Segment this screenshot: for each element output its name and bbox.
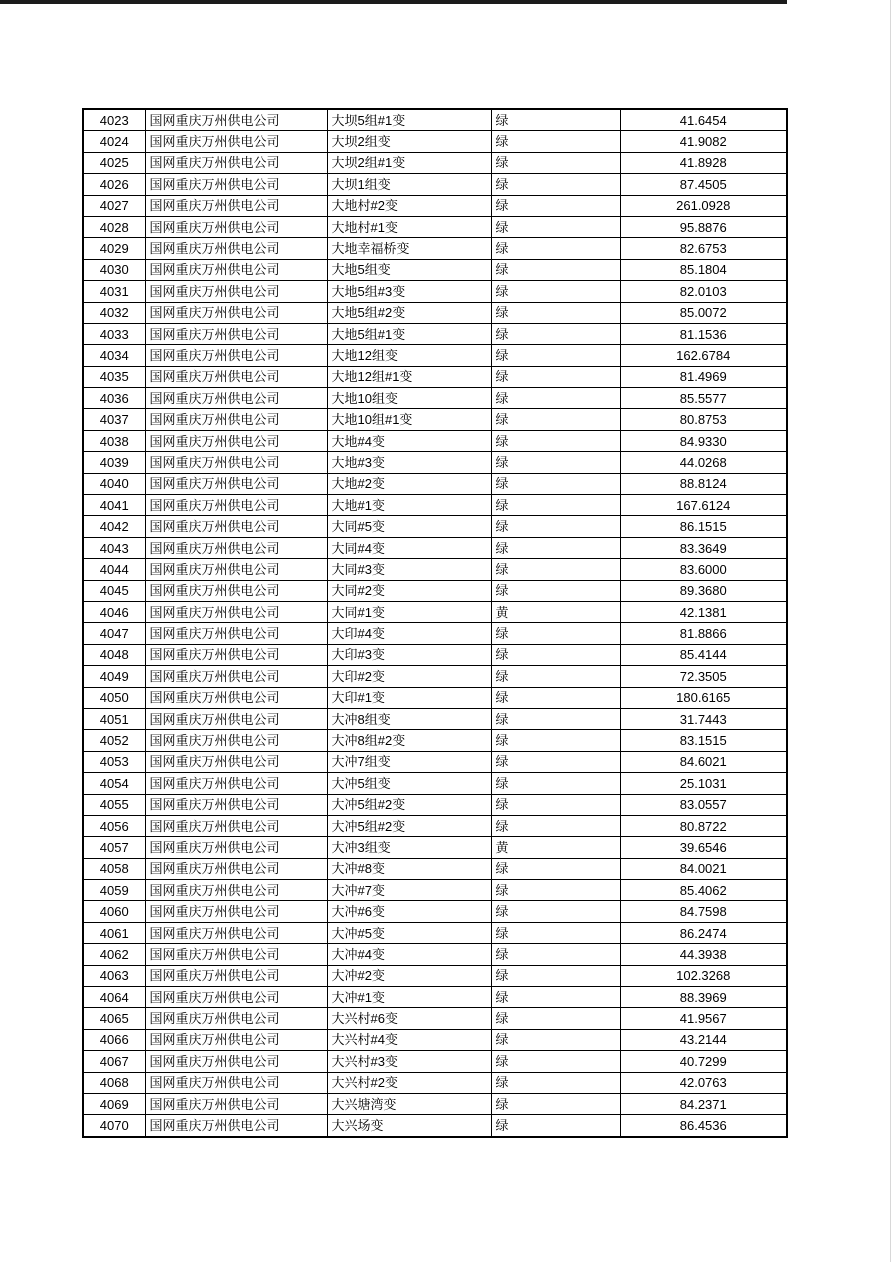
station-cell: 大地村#1变 bbox=[327, 216, 491, 237]
table-row bbox=[83, 730, 787, 751]
company-cell: 国网重庆万州供电公司 bbox=[145, 1029, 327, 1050]
table-row bbox=[83, 687, 787, 708]
company-cell: 国网重庆万州供电公司 bbox=[145, 644, 327, 665]
company-cell: 国网重庆万州供电公司 bbox=[145, 730, 327, 751]
status-cell: 绿 bbox=[491, 794, 620, 815]
row-number-cell: 4052 bbox=[83, 730, 145, 751]
station-cell: 大兴村#3变 bbox=[327, 1051, 491, 1072]
row-number-cell: 4057 bbox=[83, 837, 145, 858]
row-number-cell: 4053 bbox=[83, 751, 145, 772]
company-cell: 国网重庆万州供电公司 bbox=[145, 944, 327, 965]
company-cell: 国网重庆万州供电公司 bbox=[145, 1072, 327, 1093]
row-number-cell: 4056 bbox=[83, 815, 145, 836]
row-number-cell: 4059 bbox=[83, 880, 145, 901]
value-cell: 83.3649 bbox=[620, 537, 787, 558]
status-cell: 绿 bbox=[491, 366, 620, 387]
row-number-cell: 4051 bbox=[83, 708, 145, 729]
company-cell: 国网重庆万州供电公司 bbox=[145, 1115, 327, 1137]
station-cell: 大冲#4变 bbox=[327, 944, 491, 965]
value-cell: 41.6454 bbox=[620, 109, 787, 131]
company-cell: 国网重庆万州供电公司 bbox=[145, 495, 327, 516]
table-row bbox=[83, 281, 787, 302]
table-row bbox=[83, 1072, 787, 1093]
row-number-cell: 4060 bbox=[83, 901, 145, 922]
station-cell: 大地幸福桥变 bbox=[327, 238, 491, 259]
row-number-cell: 4038 bbox=[83, 430, 145, 451]
row-number-cell: 4069 bbox=[83, 1093, 145, 1114]
table-row bbox=[83, 815, 787, 836]
table-row bbox=[83, 837, 787, 858]
value-cell: 102.3268 bbox=[620, 965, 787, 986]
row-number-cell: 4063 bbox=[83, 965, 145, 986]
company-cell: 国网重庆万州供电公司 bbox=[145, 323, 327, 344]
company-cell: 国网重庆万州供电公司 bbox=[145, 366, 327, 387]
status-cell: 绿 bbox=[491, 195, 620, 216]
table-row bbox=[83, 302, 787, 323]
table-row bbox=[83, 559, 787, 580]
status-cell: 绿 bbox=[491, 644, 620, 665]
row-number-cell: 4040 bbox=[83, 473, 145, 494]
value-cell: 83.1515 bbox=[620, 730, 787, 751]
row-number-cell: 4029 bbox=[83, 238, 145, 259]
value-cell: 84.0021 bbox=[620, 858, 787, 879]
station-cell: 大坝5组#1变 bbox=[327, 109, 491, 131]
company-cell: 国网重庆万州供电公司 bbox=[145, 1008, 327, 1029]
right-edge-line bbox=[890, 0, 891, 1262]
row-number-cell: 4034 bbox=[83, 345, 145, 366]
status-cell: 绿 bbox=[491, 516, 620, 537]
station-cell: 大地5组变 bbox=[327, 259, 491, 280]
status-cell: 绿 bbox=[491, 109, 620, 131]
value-cell: 167.6124 bbox=[620, 495, 787, 516]
status-cell: 绿 bbox=[491, 987, 620, 1008]
value-cell: 88.8124 bbox=[620, 473, 787, 494]
value-cell: 85.5577 bbox=[620, 388, 787, 409]
status-cell: 绿 bbox=[491, 944, 620, 965]
row-number-cell: 4033 bbox=[83, 323, 145, 344]
company-cell: 国网重庆万州供电公司 bbox=[145, 773, 327, 794]
table-row bbox=[83, 987, 787, 1008]
row-number-cell: 4026 bbox=[83, 174, 145, 195]
company-cell: 国网重庆万州供电公司 bbox=[145, 409, 327, 430]
value-cell: 86.1515 bbox=[620, 516, 787, 537]
table-row bbox=[83, 1093, 787, 1114]
station-cell: 大兴村#4变 bbox=[327, 1029, 491, 1050]
status-cell: 绿 bbox=[491, 388, 620, 409]
status-cell: 绿 bbox=[491, 580, 620, 601]
station-cell: 大同#5变 bbox=[327, 516, 491, 537]
station-cell: 大冲5组#2变 bbox=[327, 794, 491, 815]
table-row bbox=[83, 922, 787, 943]
status-cell: 绿 bbox=[491, 666, 620, 687]
row-number-cell: 4047 bbox=[83, 623, 145, 644]
row-number-cell: 4023 bbox=[83, 109, 145, 131]
company-cell: 国网重庆万州供电公司 bbox=[145, 345, 327, 366]
row-number-cell: 4048 bbox=[83, 644, 145, 665]
transformer-load-table bbox=[82, 108, 788, 1138]
status-cell: 绿 bbox=[491, 323, 620, 344]
table-row bbox=[83, 1008, 787, 1029]
table-row bbox=[83, 238, 787, 259]
station-cell: 大同#3变 bbox=[327, 559, 491, 580]
company-cell: 国网重庆万州供电公司 bbox=[145, 473, 327, 494]
company-cell: 国网重庆万州供电公司 bbox=[145, 281, 327, 302]
row-number-cell: 4070 bbox=[83, 1115, 145, 1137]
table-row bbox=[83, 174, 787, 195]
row-number-cell: 4055 bbox=[83, 794, 145, 815]
row-number-cell: 4041 bbox=[83, 495, 145, 516]
company-cell: 国网重庆万州供电公司 bbox=[145, 837, 327, 858]
company-cell: 国网重庆万州供电公司 bbox=[145, 216, 327, 237]
company-cell: 国网重庆万州供电公司 bbox=[145, 708, 327, 729]
company-cell: 国网重庆万州供电公司 bbox=[145, 880, 327, 901]
table-row bbox=[83, 195, 787, 216]
company-cell: 国网重庆万州供电公司 bbox=[145, 601, 327, 622]
row-number-cell: 4035 bbox=[83, 366, 145, 387]
company-cell: 国网重庆万州供电公司 bbox=[145, 1051, 327, 1072]
table-row bbox=[83, 131, 787, 152]
station-cell: 大冲8组变 bbox=[327, 708, 491, 729]
status-cell: 绿 bbox=[491, 880, 620, 901]
table-row bbox=[83, 901, 787, 922]
table-row bbox=[83, 216, 787, 237]
station-cell: 大地12组#1变 bbox=[327, 366, 491, 387]
row-number-cell: 4032 bbox=[83, 302, 145, 323]
status-cell: 绿 bbox=[491, 537, 620, 558]
table-row bbox=[83, 751, 787, 772]
status-cell: 绿 bbox=[491, 1072, 620, 1093]
company-cell: 国网重庆万州供电公司 bbox=[145, 794, 327, 815]
station-cell: 大冲#2变 bbox=[327, 965, 491, 986]
status-cell: 绿 bbox=[491, 559, 620, 580]
station-cell: 大冲5组#2变 bbox=[327, 815, 491, 836]
company-cell: 国网重庆万州供电公司 bbox=[145, 815, 327, 836]
row-number-cell: 4061 bbox=[83, 922, 145, 943]
company-cell: 国网重庆万州供电公司 bbox=[145, 987, 327, 1008]
company-cell: 国网重庆万州供电公司 bbox=[145, 131, 327, 152]
table-row bbox=[83, 473, 787, 494]
value-cell: 84.6021 bbox=[620, 751, 787, 772]
station-cell: 大地#1变 bbox=[327, 495, 491, 516]
value-cell: 85.4062 bbox=[620, 880, 787, 901]
value-cell: 88.3969 bbox=[620, 987, 787, 1008]
company-cell: 国网重庆万州供电公司 bbox=[145, 751, 327, 772]
table-row bbox=[83, 644, 787, 665]
station-cell: 大印#4变 bbox=[327, 623, 491, 644]
row-number-cell: 4050 bbox=[83, 687, 145, 708]
status-cell: 绿 bbox=[491, 216, 620, 237]
row-number-cell: 4036 bbox=[83, 388, 145, 409]
status-cell: 绿 bbox=[491, 687, 620, 708]
station-cell: 大地10组#1变 bbox=[327, 409, 491, 430]
value-cell: 84.2371 bbox=[620, 1093, 787, 1114]
station-cell: 大地#2变 bbox=[327, 473, 491, 494]
table-row bbox=[83, 944, 787, 965]
table-row bbox=[83, 452, 787, 473]
station-cell: 大同#4变 bbox=[327, 537, 491, 558]
station-cell: 大兴村#6变 bbox=[327, 1008, 491, 1029]
company-cell: 国网重庆万州供电公司 bbox=[145, 238, 327, 259]
company-cell: 国网重庆万州供电公司 bbox=[145, 259, 327, 280]
value-cell: 85.1804 bbox=[620, 259, 787, 280]
value-cell: 81.8866 bbox=[620, 623, 787, 644]
value-cell: 84.9330 bbox=[620, 430, 787, 451]
station-cell: 大冲3组变 bbox=[327, 837, 491, 858]
station-cell: 大冲#5变 bbox=[327, 922, 491, 943]
status-cell: 绿 bbox=[491, 901, 620, 922]
station-cell: 大兴塘湾变 bbox=[327, 1093, 491, 1114]
row-number-cell: 4025 bbox=[83, 152, 145, 173]
value-cell: 43.2144 bbox=[620, 1029, 787, 1050]
status-cell: 绿 bbox=[491, 238, 620, 259]
company-cell: 国网重庆万州供电公司 bbox=[145, 666, 327, 687]
company-cell: 国网重庆万州供电公司 bbox=[145, 152, 327, 173]
table-row bbox=[83, 1051, 787, 1072]
company-cell: 国网重庆万州供电公司 bbox=[145, 965, 327, 986]
value-cell: 162.6784 bbox=[620, 345, 787, 366]
value-cell: 41.8928 bbox=[620, 152, 787, 173]
value-cell: 40.7299 bbox=[620, 1051, 787, 1072]
value-cell: 89.3680 bbox=[620, 580, 787, 601]
status-cell: 绿 bbox=[491, 452, 620, 473]
table-row bbox=[83, 1115, 787, 1137]
table-row bbox=[83, 880, 787, 901]
station-cell: 大坝2组#1变 bbox=[327, 152, 491, 173]
table-row bbox=[83, 495, 787, 516]
station-cell: 大地村#2变 bbox=[327, 195, 491, 216]
status-cell: 绿 bbox=[491, 815, 620, 836]
table-row bbox=[83, 409, 787, 430]
row-number-cell: 4046 bbox=[83, 601, 145, 622]
value-cell: 39.6546 bbox=[620, 837, 787, 858]
station-cell: 大地#4变 bbox=[327, 430, 491, 451]
station-cell: 大地#3变 bbox=[327, 452, 491, 473]
row-number-cell: 4037 bbox=[83, 409, 145, 430]
table-row bbox=[83, 623, 787, 644]
table-body bbox=[83, 109, 787, 1137]
status-cell: 绿 bbox=[491, 152, 620, 173]
value-cell: 81.4969 bbox=[620, 366, 787, 387]
company-cell: 国网重庆万州供电公司 bbox=[145, 302, 327, 323]
row-number-cell: 4062 bbox=[83, 944, 145, 965]
company-cell: 国网重庆万州供电公司 bbox=[145, 109, 327, 131]
station-cell: 大坝2组变 bbox=[327, 131, 491, 152]
table-row bbox=[83, 516, 787, 537]
station-cell: 大冲8组#2变 bbox=[327, 730, 491, 751]
station-cell: 大印#3变 bbox=[327, 644, 491, 665]
value-cell: 41.9567 bbox=[620, 1008, 787, 1029]
station-cell: 大冲#6变 bbox=[327, 901, 491, 922]
value-cell: 31.7443 bbox=[620, 708, 787, 729]
value-cell: 81.1536 bbox=[620, 323, 787, 344]
status-cell: 绿 bbox=[491, 430, 620, 451]
row-number-cell: 4027 bbox=[83, 195, 145, 216]
status-cell: 绿 bbox=[491, 1115, 620, 1137]
status-cell: 绿 bbox=[491, 751, 620, 772]
status-cell: 绿 bbox=[491, 409, 620, 430]
table-row bbox=[83, 666, 787, 687]
table-row bbox=[83, 259, 787, 280]
company-cell: 国网重庆万州供电公司 bbox=[145, 858, 327, 879]
row-number-cell: 4045 bbox=[83, 580, 145, 601]
value-cell: 82.6753 bbox=[620, 238, 787, 259]
company-cell: 国网重庆万州供电公司 bbox=[145, 537, 327, 558]
station-cell: 大冲5组变 bbox=[327, 773, 491, 794]
station-cell: 大冲7组变 bbox=[327, 751, 491, 772]
table-row bbox=[83, 580, 787, 601]
row-number-cell: 4028 bbox=[83, 216, 145, 237]
company-cell: 国网重庆万州供电公司 bbox=[145, 1093, 327, 1114]
row-number-cell: 4030 bbox=[83, 259, 145, 280]
table-row bbox=[83, 601, 787, 622]
table-row bbox=[83, 152, 787, 173]
station-cell: 大兴场变 bbox=[327, 1115, 491, 1137]
station-cell: 大同#2变 bbox=[327, 580, 491, 601]
row-number-cell: 4024 bbox=[83, 131, 145, 152]
value-cell: 44.0268 bbox=[620, 452, 787, 473]
row-number-cell: 4043 bbox=[83, 537, 145, 558]
table-row bbox=[83, 858, 787, 879]
row-number-cell: 4068 bbox=[83, 1072, 145, 1093]
row-number-cell: 4042 bbox=[83, 516, 145, 537]
company-cell: 国网重庆万州供电公司 bbox=[145, 901, 327, 922]
company-cell: 国网重庆万州供电公司 bbox=[145, 195, 327, 216]
value-cell: 95.8876 bbox=[620, 216, 787, 237]
station-cell: 大冲#1变 bbox=[327, 987, 491, 1008]
station-cell: 大坝1组变 bbox=[327, 174, 491, 195]
station-cell: 大印#2变 bbox=[327, 666, 491, 687]
row-number-cell: 4039 bbox=[83, 452, 145, 473]
company-cell: 国网重庆万州供电公司 bbox=[145, 452, 327, 473]
table-row bbox=[83, 345, 787, 366]
row-number-cell: 4054 bbox=[83, 773, 145, 794]
top-edge-bar bbox=[0, 0, 787, 4]
table-row bbox=[83, 388, 787, 409]
status-cell: 绿 bbox=[491, 730, 620, 751]
station-cell: 大地5组#3变 bbox=[327, 281, 491, 302]
value-cell: 80.8753 bbox=[620, 409, 787, 430]
status-cell: 绿 bbox=[491, 1051, 620, 1072]
status-cell: 绿 bbox=[491, 473, 620, 494]
status-cell: 绿 bbox=[491, 922, 620, 943]
value-cell: 80.8722 bbox=[620, 815, 787, 836]
company-cell: 国网重庆万州供电公司 bbox=[145, 922, 327, 943]
value-cell: 41.9082 bbox=[620, 131, 787, 152]
table-row bbox=[83, 1029, 787, 1050]
value-cell: 42.1381 bbox=[620, 601, 787, 622]
status-cell: 绿 bbox=[491, 131, 620, 152]
status-cell: 绿 bbox=[491, 345, 620, 366]
table-row bbox=[83, 794, 787, 815]
value-cell: 72.3505 bbox=[620, 666, 787, 687]
table-row bbox=[83, 366, 787, 387]
value-cell: 25.1031 bbox=[620, 773, 787, 794]
status-cell: 绿 bbox=[491, 259, 620, 280]
value-cell: 42.0763 bbox=[620, 1072, 787, 1093]
row-number-cell: 4067 bbox=[83, 1051, 145, 1072]
station-cell: 大冲#7变 bbox=[327, 880, 491, 901]
row-number-cell: 4065 bbox=[83, 1008, 145, 1029]
value-cell: 261.0928 bbox=[620, 195, 787, 216]
station-cell: 大地5组#2变 bbox=[327, 302, 491, 323]
status-cell: 绿 bbox=[491, 302, 620, 323]
station-cell: 大冲#8变 bbox=[327, 858, 491, 879]
table-row bbox=[83, 708, 787, 729]
company-cell: 国网重庆万州供电公司 bbox=[145, 580, 327, 601]
status-cell: 绿 bbox=[491, 708, 620, 729]
table-row bbox=[83, 109, 787, 131]
table-row bbox=[83, 773, 787, 794]
value-cell: 86.4536 bbox=[620, 1115, 787, 1137]
status-cell: 绿 bbox=[491, 965, 620, 986]
company-cell: 国网重庆万州供电公司 bbox=[145, 687, 327, 708]
table-row bbox=[83, 965, 787, 986]
value-cell: 87.4505 bbox=[620, 174, 787, 195]
value-cell: 83.6000 bbox=[620, 559, 787, 580]
company-cell: 国网重庆万州供电公司 bbox=[145, 559, 327, 580]
station-cell: 大地5组#1变 bbox=[327, 323, 491, 344]
company-cell: 国网重庆万州供电公司 bbox=[145, 430, 327, 451]
row-number-cell: 4064 bbox=[83, 987, 145, 1008]
status-cell: 绿 bbox=[491, 1029, 620, 1050]
status-cell: 绿 bbox=[491, 623, 620, 644]
station-cell: 大印#1变 bbox=[327, 687, 491, 708]
status-cell: 黄 bbox=[491, 601, 620, 622]
row-number-cell: 4031 bbox=[83, 281, 145, 302]
company-cell: 国网重庆万州供电公司 bbox=[145, 388, 327, 409]
value-cell: 44.3938 bbox=[620, 944, 787, 965]
status-cell: 绿 bbox=[491, 174, 620, 195]
company-cell: 国网重庆万州供电公司 bbox=[145, 174, 327, 195]
company-cell: 国网重庆万州供电公司 bbox=[145, 623, 327, 644]
table-row bbox=[83, 537, 787, 558]
value-cell: 86.2474 bbox=[620, 922, 787, 943]
value-cell: 84.7598 bbox=[620, 901, 787, 922]
status-cell: 绿 bbox=[491, 1093, 620, 1114]
row-number-cell: 4058 bbox=[83, 858, 145, 879]
value-cell: 85.4144 bbox=[620, 644, 787, 665]
value-cell: 180.6165 bbox=[620, 687, 787, 708]
status-cell: 绿 bbox=[491, 1008, 620, 1029]
station-cell: 大地10组变 bbox=[327, 388, 491, 409]
station-cell: 大同#1变 bbox=[327, 601, 491, 622]
company-cell: 国网重庆万州供电公司 bbox=[145, 516, 327, 537]
value-cell: 85.0072 bbox=[620, 302, 787, 323]
status-cell: 绿 bbox=[491, 773, 620, 794]
status-cell: 绿 bbox=[491, 281, 620, 302]
row-number-cell: 4044 bbox=[83, 559, 145, 580]
status-cell: 绿 bbox=[491, 495, 620, 516]
value-cell: 83.0557 bbox=[620, 794, 787, 815]
table-row bbox=[83, 430, 787, 451]
station-cell: 大兴村#2变 bbox=[327, 1072, 491, 1093]
status-cell: 绿 bbox=[491, 858, 620, 879]
status-cell: 黄 bbox=[491, 837, 620, 858]
row-number-cell: 4066 bbox=[83, 1029, 145, 1050]
table-row bbox=[83, 323, 787, 344]
value-cell: 82.0103 bbox=[620, 281, 787, 302]
station-cell: 大地12组变 bbox=[327, 345, 491, 366]
row-number-cell: 4049 bbox=[83, 666, 145, 687]
